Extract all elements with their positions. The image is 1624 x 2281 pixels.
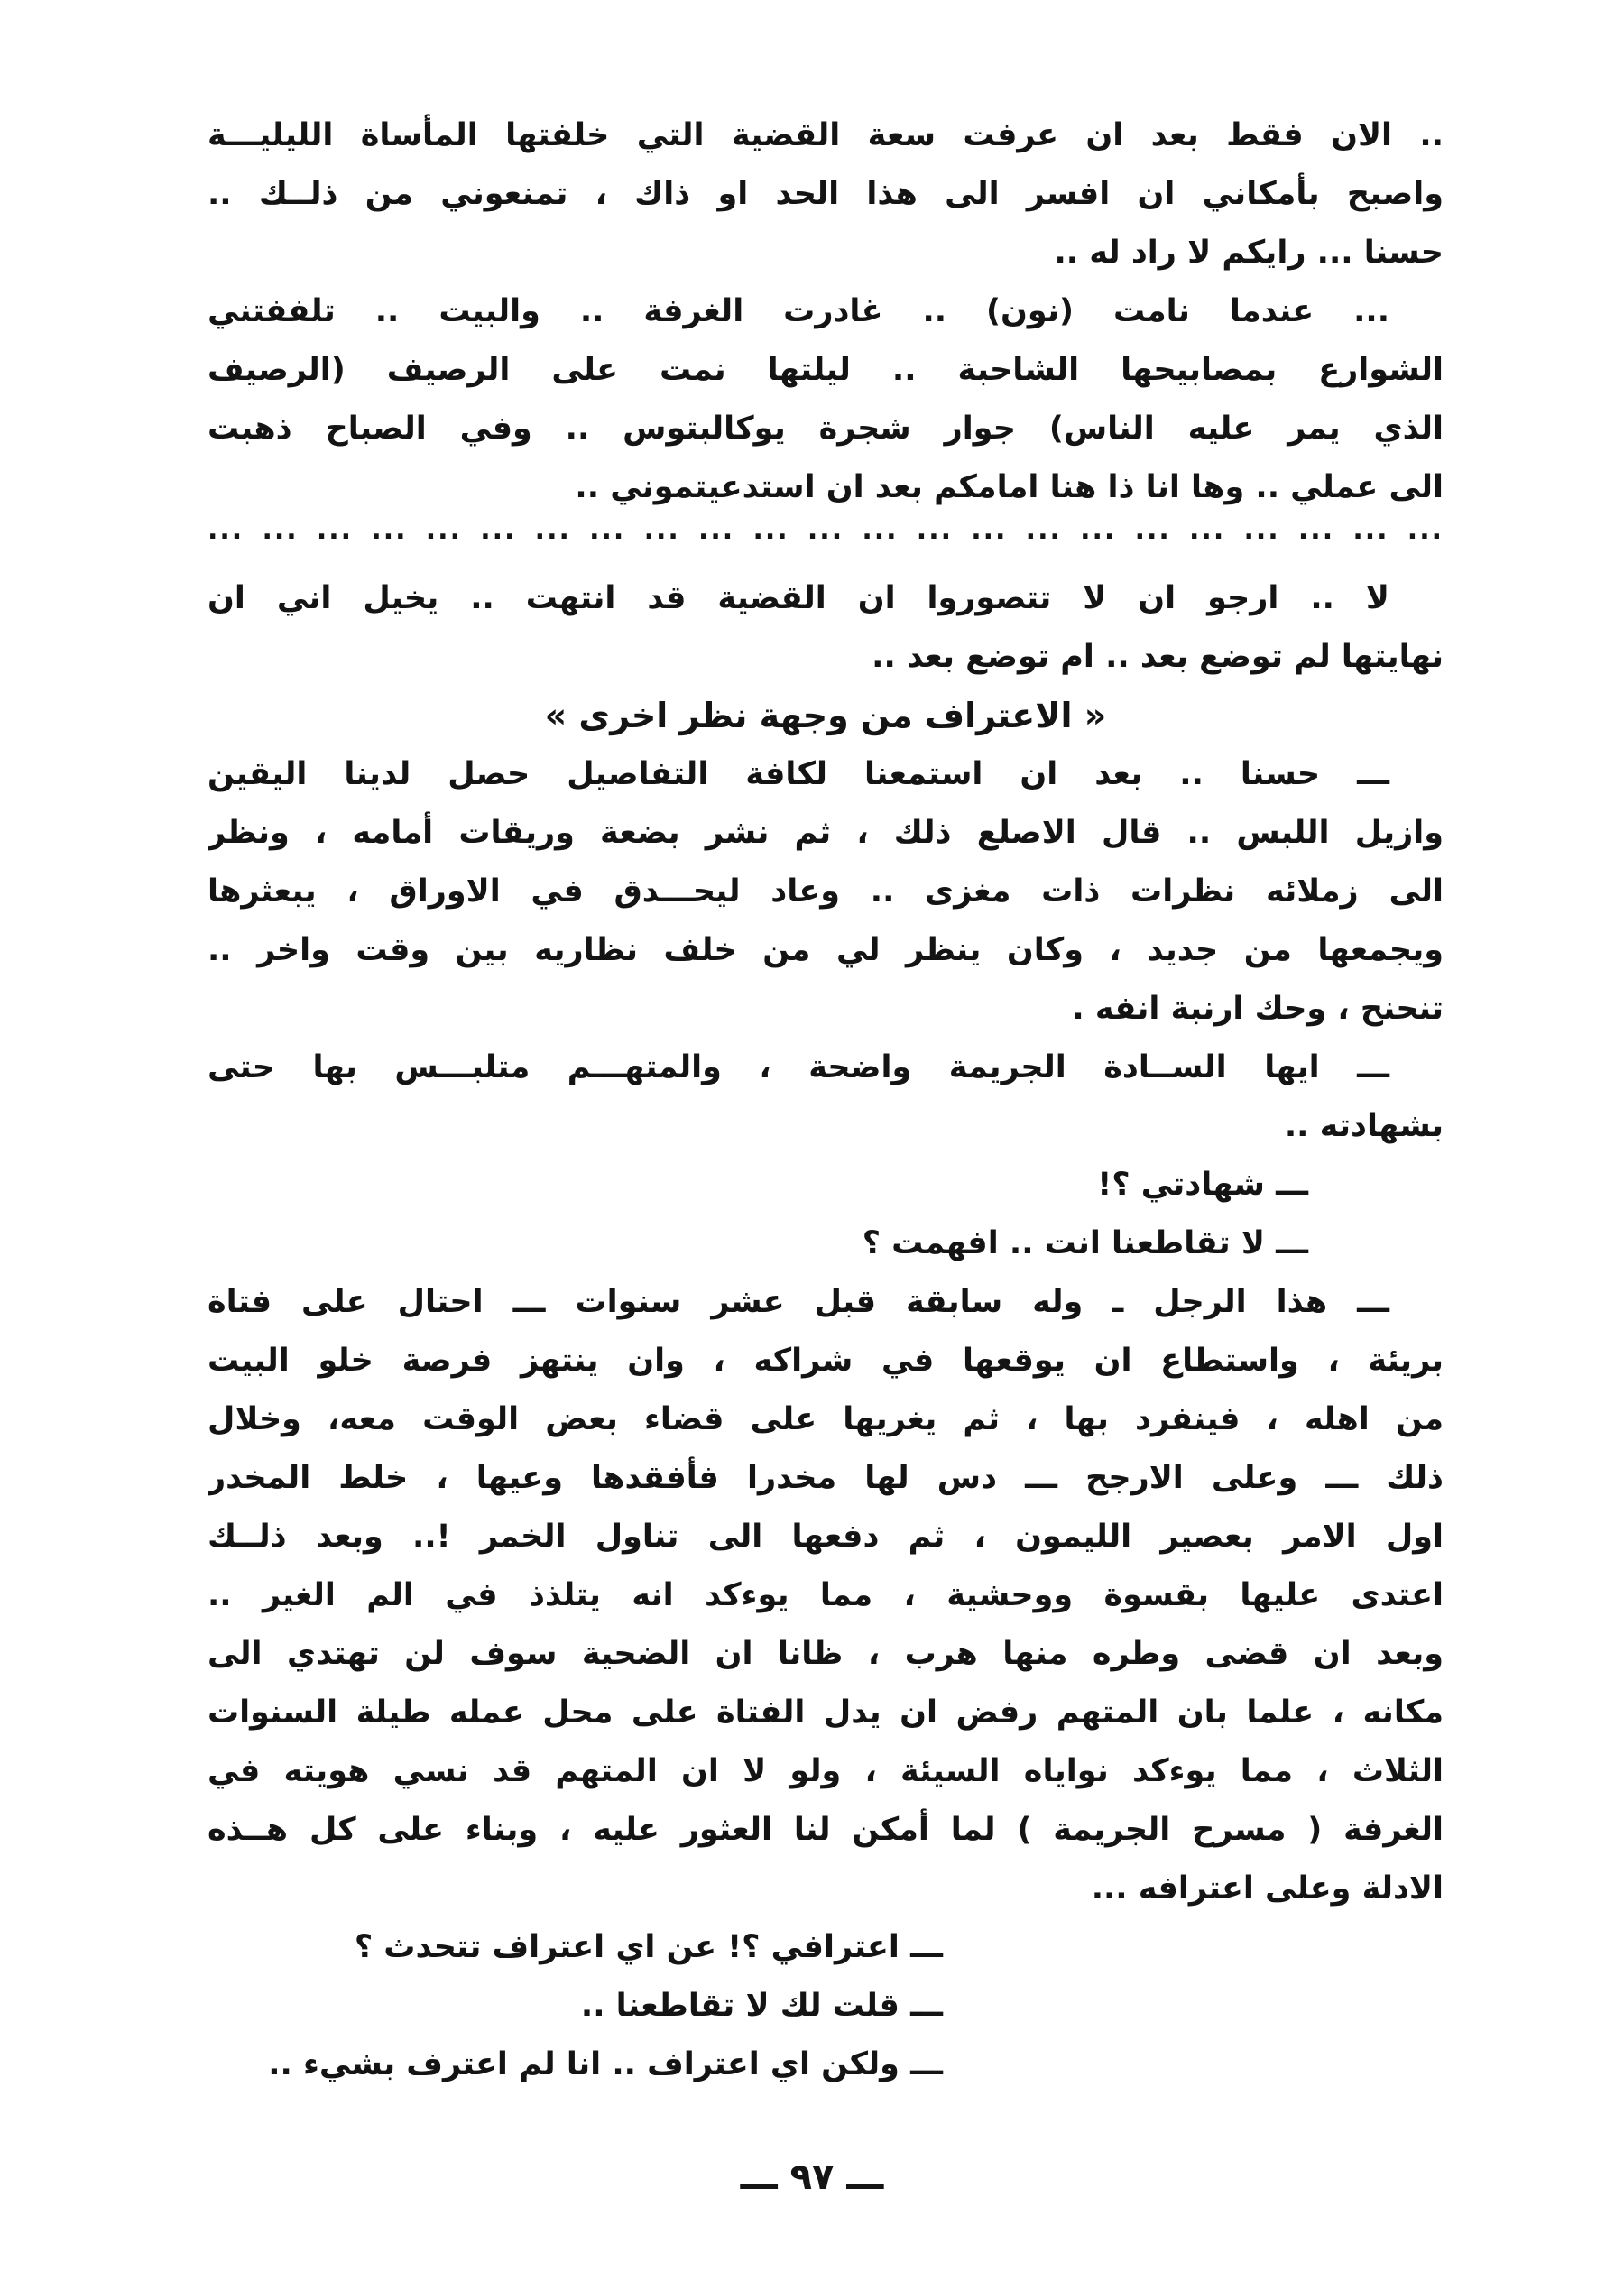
text-line: الى عملي .. وها انا ذا هنا امامكم بعد ان استدعيتموني .. — [575, 469, 1444, 505]
dialogue-line: ـــ قلت لك لا تقاطعنا .. — [580, 1988, 943, 2024]
text-line: ـــ هذا الرجل ـ وله سابقة قبل عشر سنوات ـــ احتال على فتاة — [208, 1284, 1389, 1320]
text-line: الى زملائه نظرات ذات مغزى .. وعاد ليحـــدق في الاوراق ، يبعثرها — [208, 873, 1444, 910]
text-line: الثلاث ، مما يوءكد نواياه السيئة ، ولو لا ان المتهم قد نسي هويته في — [208, 1753, 1444, 1789]
text-line: اول الامر بعصير الليمون ، ثم دفعها الى تناول الخمر !.. وبعد ذلــك — [208, 1519, 1444, 1555]
dialogue-line: ـــ اعترافي ؟! عن اي اعتراف تتحدث ؟ — [354, 1929, 943, 1965]
text-line: الشوارع بمصابيحها الشاحبة .. ليلتها نمت على الرصيف (الرصيف — [208, 352, 1444, 388]
text-line: تنحنح ، وحك ارنبة انفه . — [1072, 991, 1444, 1027]
page-body-text — [208, 106, 1444, 2094]
text-line: واصبح بأمكاني ان افسر الى هذا الحد او ذاك ، تمنعوني من ذلــك .. — [208, 176, 1444, 212]
section-heading: « الاعتراف من وجهة نظر اخرى » — [544, 696, 1107, 735]
text-line: لا .. ارجو ان لا تتصوروا ان القضية قد انتهت .. يخيل اني ان — [208, 580, 1389, 616]
text-line: من اهله ، فينفرد بها ، ثم يغريها على قضاء بعض الوقت معه، وخلال — [208, 1401, 1444, 1437]
text-line: .. الان فقط بعد ان عرفت سعة القضية التي خلفتها المأساة الليليـــة — [208, 117, 1444, 153]
text-line: حسنا ... رايكم لا راد له .. — [1054, 235, 1444, 271]
text-line: الغرفة ( مسرح الجريمة ) لما أمكن لنا العثور عليه ، وبناء على كل هــذه — [208, 1812, 1444, 1848]
spacer — [208, 557, 1444, 569]
section-separator-dots: ... ... ... ... ... ... ... ... ... ... ... ... ... ... ... ... ... ... ... ... ... ... ... — [208, 517, 1444, 546]
text-line: وبعد ان قضى وطره منها هرب ، ظانا ان الضحية سوف لن تهتدي الى — [208, 1636, 1444, 1672]
text-line: ـــ ايها الســادة الجريمة واضحة ، والمتهـــم متلبـــس بها حتى — [208, 1049, 1389, 1085]
text-line: اعتدى عليها بقسوة ووحشية ، مما يوءكد انه يتلذذ في الم الغير .. — [208, 1577, 1444, 1613]
page-number: ـــ ٩٧ ـــ — [740, 2156, 884, 2198]
text-line: ذلك ـــ وعلى الارجح ـــ دس لها مخدرا فأفقدها وعيها ، خلط المخدر — [208, 1460, 1444, 1496]
dialogue-line: ـــ لا تقاطعنا انت .. افهمت ؟ — [862, 1225, 1308, 1261]
text-line: بشهادته .. — [1284, 1108, 1444, 1144]
text-line: ـــ حسنا .. بعد ان استمعنا لكافة التفاصيل حصل لدينا اليقين — [208, 756, 1389, 792]
text-line: الذي يمر عليه الناس) جوار شجرة يوكالبتوس .. وفي الصباح ذهبت — [208, 411, 1444, 447]
text-line: بريئة ، واستطاع ان يوقعها في شراكه ، وان ينتهز فرصة خلو البيت — [208, 1343, 1444, 1379]
text-line: مكانه ، علما بان المتهم رفض ان يدل الفتاة على محل عمله طيلة السنوات — [208, 1695, 1444, 1731]
text-line: ... عندما نامت (نون) .. غادرت الغرفة .. والبيت .. تلففتني — [208, 293, 1389, 329]
text-line: ويجمعها من جديد ، وكان ينظر لي من خلف نظاريه بين وقت واخر .. — [208, 932, 1444, 968]
text-line: وازيل اللبس .. قال الاصلع ذلك ، ثم نشر بضعة وريقات أمامه ، ونظر — [208, 815, 1444, 851]
text-line: نهايتها لم توضع بعد .. ام توضع بعد .. — [872, 639, 1444, 675]
text-line: الادلة وعلى اعترافه ... — [1091, 1870, 1444, 1907]
dialogue-line: ـــ ولكن اي اعتراف .. انا لم اعترف بشيء .. — [268, 2046, 943, 2082]
dialogue-line: ـــ شهادتي ؟! — [1097, 1167, 1308, 1203]
